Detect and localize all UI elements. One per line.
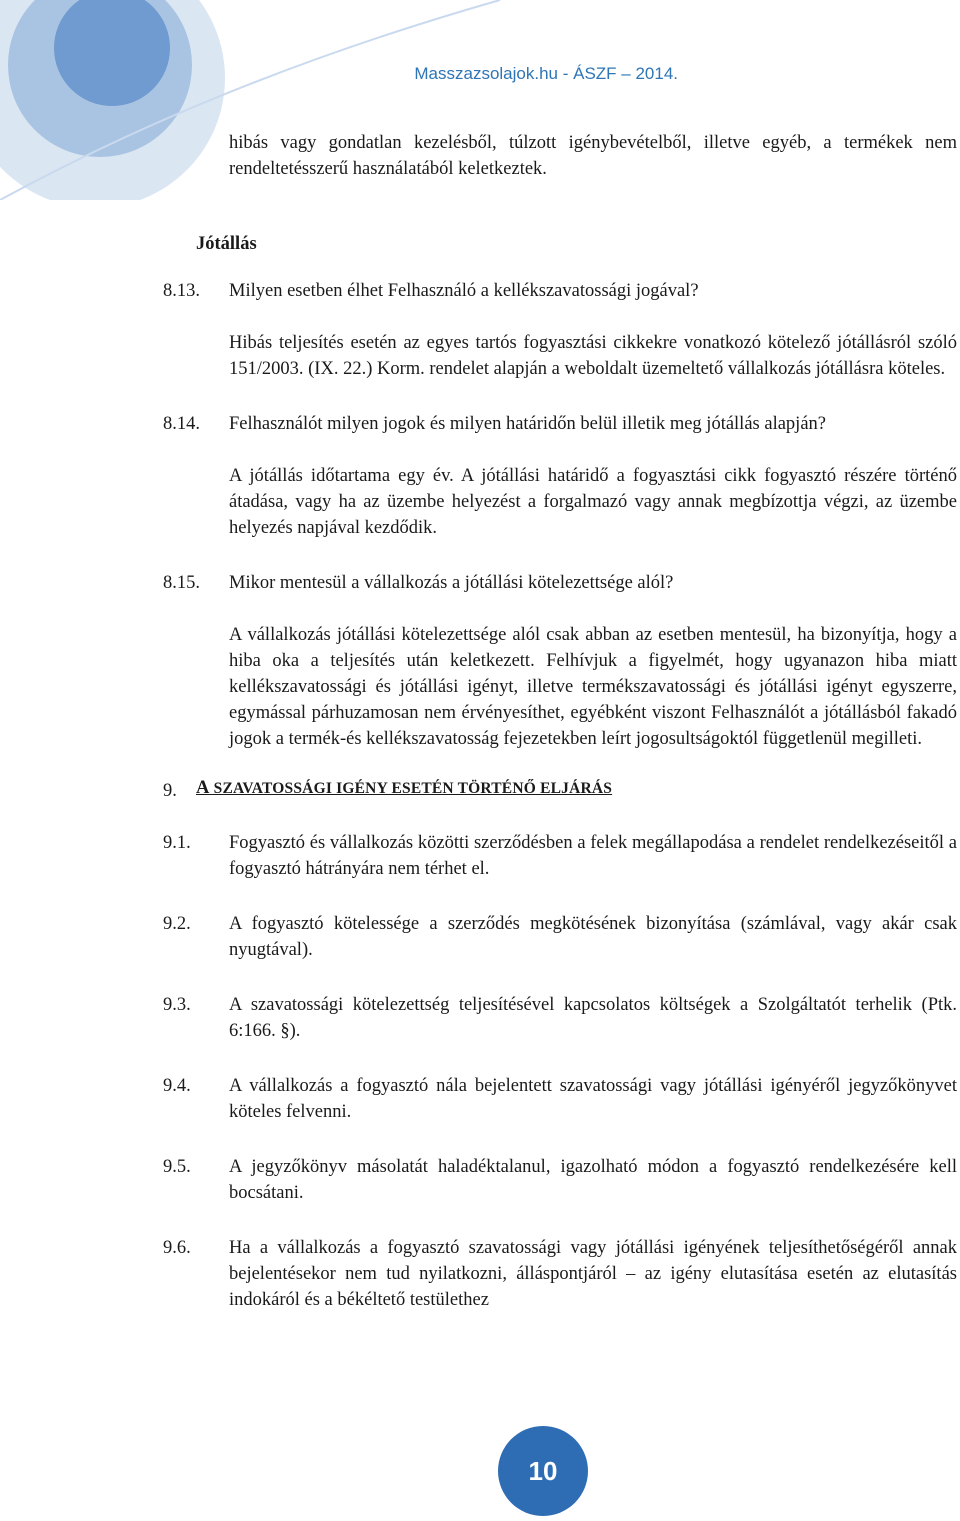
section-9-heading [163,778,957,804]
item-text: A jegyzőkönyv másolatát haladéktalanul, igazolható módon a fogyasztó rendelkezésére kell bocsátani. [229,1157,957,1203]
list-item [163,1235,957,1313]
list-item [163,830,957,882]
section-number: 9. [163,781,177,801]
item-number: 9.4. [163,1076,191,1096]
intro-text: hibás vagy gondatlan kezelésből, túlzott igénybevételből, illetve egyéb, a termékek nem rendeltetésszerű használatából keletkeztek. [229,133,957,179]
item-number: 8.14. [163,414,200,434]
item-text: Fogyasztó és vállalkozás közötti szerződésben a felek megállapodása a rendelet rendelkezéseitől a fogyasztó hátrányára nem térhet el. [229,833,957,879]
page-number: 10 [528,1455,558,1486]
section-9-title: A SZAVATOSSÁGI IGÉNY ESETÉN TÖRTÉNŐ ELJÁRÁS [196,778,613,798]
item-text: Ha a vállalkozás a fogyasztó szavatossági vagy jótállási igényének teljesíthetőségéről annak bejelentésekor nem tud nyilatkozni, álláspontjáról – az igény elutasítása esetén az elutasítás indokáról és a békéltető testülethez [229,1238,957,1310]
document-body [163,130,957,1313]
section-title: Jótállás [196,234,257,254]
answer-8-13 [163,330,957,382]
item-number: 8.13. [163,281,200,301]
list-item [163,1154,957,1206]
answer-text: Hibás teljesítés esetén az egyes tartós fogyasztási cikkekre vonatkozó kötelező jótállásról szóló 151/2003. (IX. 22.) Korm. rendelet alapján a weboldalt üzemeltető vállalkozás jótállásra köteles. [229,333,957,379]
question-8-15 [163,570,957,596]
answer-text: A jótállás időtartama egy év. A jótállási határidő a fogyasztási cikk fogyasztó részére történő átadása, vagy ha az üzembe helyezést a forgalmazó vagy annak megbízottja végzi, az üzembe helyezés napjával kezdődik. [229,466,957,538]
answer-text: A vállalkozás jótállási kötelezettsége alól csak abban az esetben mentesül, ha bizonyítja, hogy a hiba oka a teljesítés után keletkezett. Felhívjuk a figyelmét, hogy ugyanazon hiba miatt kellékszavatossági és jótállási igényt, illetve termékszavatossági és jótállási igényt egyszerre, egymással párhuzamosan nem érvényesíthet, egyébként viszont Felhasználót a jótállásból fakadó jogok a termék-és kellékszavatosság fejezetekben leírt jogosultságoktól függetlenül megilleti. [229,625,957,749]
list-item [163,911,957,963]
item-number: 9.6. [163,1238,191,1258]
list-item [163,992,957,1044]
item-text: A vállalkozás a fogyasztó nála bejelentett szavatossági vagy jótállási igényéről jegyzőkönyvet köteles felvenni. [229,1076,957,1122]
question-8-13 [163,278,957,304]
list-item [163,1073,957,1125]
intro-paragraph [163,130,957,182]
item-number: 8.15. [163,573,200,593]
question-text: Felhasználót milyen jogok és milyen határidőn belül illetik meg jótállás alapján? [229,414,826,434]
item-number: 9.3. [163,995,191,1015]
question-text: Mikor mentesül a vállalkozás a jótállási kötelezettsége alól? [229,573,674,593]
item-number: 9.5. [163,1157,191,1177]
item-number: 9.1. [163,833,191,853]
item-text: A fogyasztó kötelessége a szerződés megkötésének bizonyítása (számlával, vagy akár csak nyugtával). [229,914,957,960]
item-text: A szavatossági kötelezettség teljesítésével kapcsolatos költségek a Szolgáltatót terhelik (Ptk. 6:166. §). [229,995,957,1041]
item-number: 9.2. [163,914,191,934]
question-8-14 [163,411,957,437]
section-9-items [163,830,957,1313]
question-text: Milyen esetben élhet Felhasználó a kellékszavatossági jogával? [229,281,699,301]
answer-8-15 [163,622,957,752]
document-header: Masszazsolajok.hu - ÁSZF – 2014. [414,64,678,83]
answer-8-14 [163,463,957,541]
page-number-badge [498,1426,588,1516]
